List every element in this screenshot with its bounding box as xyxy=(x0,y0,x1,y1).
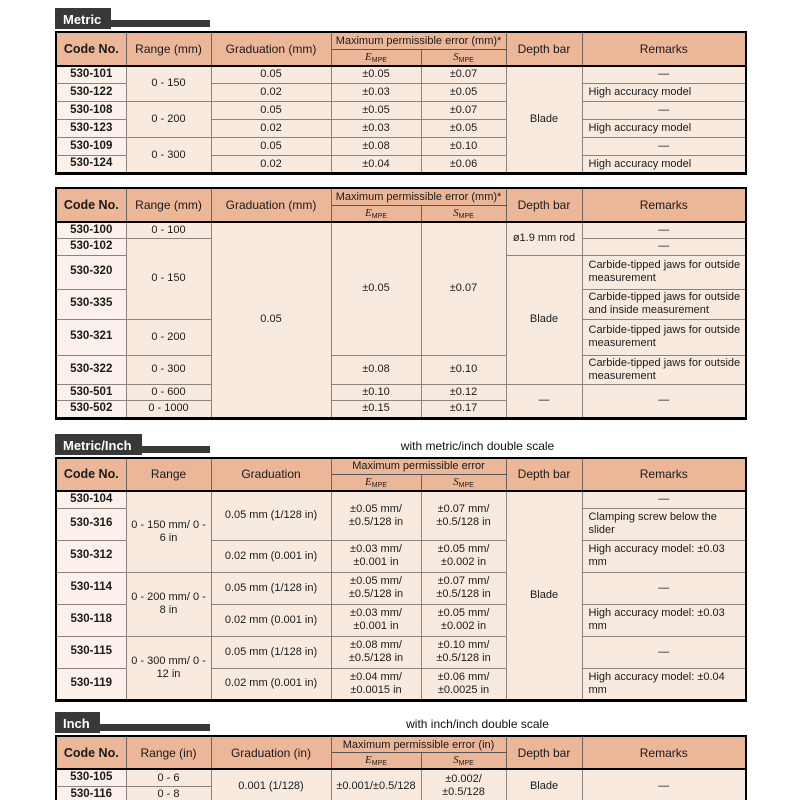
col-header-empe xyxy=(331,475,421,492)
smpe-subscript: MPE xyxy=(458,212,474,220)
cell-empe: ±0.04 mm/ ±0.0015 in xyxy=(331,668,421,700)
empe-symbol: E xyxy=(365,476,372,489)
table-row xyxy=(56,491,746,508)
tables-container xyxy=(55,8,745,800)
cell-empe: ±0.03 xyxy=(331,120,421,138)
cell-depth-bar: Blade xyxy=(506,769,582,800)
col-header-empe xyxy=(331,49,421,66)
cell-remark: — xyxy=(582,222,746,239)
cell-code: 530-104 xyxy=(56,491,126,508)
cell-remark: Carbide-tipped jaws for outside measurement xyxy=(582,255,746,289)
cell-remark: High accuracy model xyxy=(582,156,746,174)
cell-graduation: 0.05 xyxy=(211,138,331,156)
cell-remark: — xyxy=(582,384,746,418)
table-row xyxy=(56,66,746,84)
cell-code: 530-502 xyxy=(56,401,126,419)
cell-range: 0 - 300 xyxy=(126,138,211,174)
table-caption: with metric/inch double scale xyxy=(400,438,555,453)
cell-code: 530-320 xyxy=(56,255,126,289)
cell-graduation: 0.02 mm (0.001 in) xyxy=(211,540,331,572)
col-header-empe xyxy=(331,753,421,770)
smpe-symbol: S xyxy=(453,754,459,767)
cell-depth-bar: — xyxy=(506,384,582,418)
cell-range: 0 - 100 xyxy=(126,222,211,239)
empe-subscript: MPE xyxy=(371,760,387,768)
cell-empe: ±0.05 mm/ ±0.5/128 in xyxy=(331,572,421,604)
cell-smpe: ±0.10 xyxy=(421,138,506,156)
cell-code: 530-108 xyxy=(56,102,126,120)
tab-strip xyxy=(111,20,210,27)
inch-section xyxy=(55,712,745,800)
smpe-subscript: MPE xyxy=(458,56,474,64)
col-header-smpe xyxy=(421,475,506,492)
col-header-range: Range xyxy=(126,458,211,492)
cell-graduation: 0.05 xyxy=(211,66,331,84)
smpe-symbol: S xyxy=(453,476,459,489)
metric-table-header xyxy=(56,32,746,66)
tab-strip xyxy=(142,446,210,453)
empe-subscript: MPE xyxy=(371,482,387,490)
cell-empe: ±0.10 xyxy=(331,384,421,401)
cell-range: 0 - 200 mm/ 0 - 8 in xyxy=(126,572,211,636)
metric-tab: Metric xyxy=(55,8,111,29)
col-header-depth-bar: Depth bar xyxy=(506,32,582,66)
cell-smpe: ±0.07 xyxy=(421,102,506,120)
col-header-remarks: Remarks xyxy=(582,736,746,770)
cell-empe: ±0.03 mm/ ±0.001 in xyxy=(331,604,421,636)
cell-empe: ±0.08 mm/ ±0.5/128 in xyxy=(331,636,421,668)
cell-empe: ±0.03 xyxy=(331,84,421,102)
cell-smpe: ±0.17 xyxy=(421,401,506,419)
tab-strip xyxy=(100,724,210,731)
cell-empe: ±0.04 xyxy=(331,156,421,174)
cell-empe: ±0.001/±0.5/128 xyxy=(331,769,421,800)
cell-range: 0 - 300 xyxy=(126,355,211,384)
cell-graduation: 0.02 xyxy=(211,156,331,174)
cell-empe: ±0.08 xyxy=(331,138,421,156)
inch-tab-row xyxy=(55,712,745,733)
cell-code: 530-124 xyxy=(56,156,126,174)
col-header-mpe: Maximum permissible error (mm)* xyxy=(331,32,506,49)
empe-subscript: MPE xyxy=(371,56,387,64)
cell-graduation: 0.02 xyxy=(211,120,331,138)
cell-code: 530-118 xyxy=(56,604,126,636)
cell-code: 530-335 xyxy=(56,289,126,319)
cell-graduation: 0.001 (1/128) xyxy=(211,769,331,800)
col-header-depth-bar: Depth bar xyxy=(506,458,582,492)
cell-range: 0 - 200 xyxy=(126,319,211,355)
cell-range: 0 - 150 xyxy=(126,239,211,320)
cell-smpe: ±0.06 mm/ ±0.0025 in xyxy=(421,668,506,700)
cell-empe: ±0.05 xyxy=(331,66,421,84)
cell-graduation: 0.05 mm (1/128 in) xyxy=(211,636,331,668)
col-header-remarks: Remarks xyxy=(582,32,746,66)
cell-code: 530-116 xyxy=(56,786,126,800)
empe-symbol: E xyxy=(365,50,372,63)
cell-empe: ±0.05 mm/ ±0.5/128 in xyxy=(331,491,421,540)
cell-code: 530-109 xyxy=(56,138,126,156)
cell-remark: Carbide-tipped jaws for outside measurement xyxy=(582,319,746,355)
cell-depth-bar: ø1.9 mm rod xyxy=(506,222,582,256)
cell-remark: Carbide-tipped jaws for outside measurement xyxy=(582,355,746,384)
cell-remark: High accuracy model: ±0.04 mm xyxy=(582,668,746,700)
cell-remark: — xyxy=(582,572,746,604)
cell-remark: — xyxy=(582,491,746,508)
cell-code: 530-322 xyxy=(56,355,126,384)
cell-remark: — xyxy=(582,138,746,156)
cell-graduation: 0.02 mm (0.001 in) xyxy=(211,668,331,700)
metric-inch-table xyxy=(55,457,747,702)
cell-depth-bar: Blade xyxy=(506,66,582,174)
cell-remark: — xyxy=(582,66,746,84)
cell-empe: ±0.08 xyxy=(331,355,421,384)
tab-wrap xyxy=(55,434,210,455)
cell-range: 0 - 600 xyxy=(126,384,211,401)
col-header-range: Range (mm) xyxy=(126,32,211,66)
col-header-range: Range (in) xyxy=(126,736,211,770)
cell-remark: High accuracy model xyxy=(582,84,746,102)
cell-smpe: ±0.07 mm/ ±0.5/128 in xyxy=(421,572,506,604)
cell-code: 530-115 xyxy=(56,636,126,668)
table-row xyxy=(56,572,746,604)
col-header-depth-bar: Depth bar xyxy=(506,736,582,770)
cell-range: 0 - 8 xyxy=(126,786,211,800)
inch-tab: Inch xyxy=(55,712,100,733)
cell-smpe: ±0.07 xyxy=(421,222,506,356)
metric-inch-table-header xyxy=(56,458,746,492)
col-header-mpe: Maximum permissible error (in) xyxy=(331,736,506,753)
cell-depth-bar: Blade xyxy=(506,255,582,384)
metric-section xyxy=(55,8,745,175)
col-header-mpe: Maximum permissible error xyxy=(331,458,506,475)
col-header-graduation: Graduation xyxy=(211,458,331,492)
cell-graduation: 0.05 xyxy=(211,222,331,419)
cell-remark: High accuracy model xyxy=(582,120,746,138)
cell-graduation: 0.05 mm (1/128 in) xyxy=(211,491,331,540)
metric-inch-tab: Metric/Inch xyxy=(55,434,142,455)
cell-smpe: ±0.05 mm/ ±0.002 in xyxy=(421,604,506,636)
cell-smpe: ±0.12 xyxy=(421,384,506,401)
table-caption: with inch/inch double scale xyxy=(406,716,549,731)
col-header-smpe xyxy=(421,49,506,66)
cell-smpe: ±0.10 mm/ ±0.5/128 in xyxy=(421,636,506,668)
inch-table-header xyxy=(56,736,746,770)
tab-wrap xyxy=(55,8,210,29)
cell-range: 0 - 200 xyxy=(126,102,211,138)
cell-smpe: ±0.10 xyxy=(421,355,506,384)
metric-section-2 xyxy=(55,187,745,420)
cell-remark: — xyxy=(582,636,746,668)
cell-smpe: ±0.05 xyxy=(421,120,506,138)
cell-remark: — xyxy=(582,769,746,800)
cell-remark: Carbide-tipped jaws for outside and inside measurement xyxy=(582,289,746,319)
col-header-graduation: Graduation (mm) xyxy=(211,32,331,66)
table-row xyxy=(56,222,746,239)
cell-empe: ±0.05 xyxy=(331,102,421,120)
cell-smpe: ±0.05 xyxy=(421,84,506,102)
cell-smpe: ±0.07 mm/ ±0.5/128 in xyxy=(421,491,506,540)
metric-tab-row xyxy=(55,8,745,29)
cell-smpe: ±0.05 mm/ ±0.002 in xyxy=(421,540,506,572)
col-header-code: Code No. xyxy=(56,32,126,66)
cell-smpe: ±0.002/±0.5/128 xyxy=(421,769,506,800)
cell-code: 530-312 xyxy=(56,540,126,572)
cell-range: 0 - 300 mm/ 0 - 12 in xyxy=(126,636,211,700)
cell-graduation: 0.02 xyxy=(211,84,331,102)
smpe-subscript: MPE xyxy=(458,482,474,490)
empe-symbol: E xyxy=(365,206,372,219)
cell-graduation: 0.05 mm (1/128 in) xyxy=(211,572,331,604)
cell-code: 530-100 xyxy=(56,222,126,239)
table-row xyxy=(56,355,746,384)
smpe-symbol: S xyxy=(453,206,459,219)
cell-remark: High accuracy model: ±0.03 mm xyxy=(582,540,746,572)
cell-range: 0 - 6 xyxy=(126,769,211,786)
cell-code: 530-114 xyxy=(56,572,126,604)
cell-code: 530-123 xyxy=(56,120,126,138)
col-header-graduation: Graduation (in) xyxy=(211,736,331,770)
smpe-subscript: MPE xyxy=(458,760,474,768)
table-row xyxy=(56,102,746,120)
col-header-remarks: Remarks xyxy=(582,458,746,492)
table-row xyxy=(56,769,746,786)
col-header-remarks: Remarks xyxy=(582,188,746,222)
col-header-depth-bar: Depth bar xyxy=(506,188,582,222)
inch-table xyxy=(55,735,747,800)
cell-remark: — xyxy=(582,102,746,120)
cell-range: 0 - 150 mm/ 0 - 6 in xyxy=(126,491,211,572)
cell-code: 530-119 xyxy=(56,668,126,700)
cell-graduation: 0.05 xyxy=(211,102,331,120)
cell-code: 530-501 xyxy=(56,384,126,401)
cell-range: 0 - 150 xyxy=(126,66,211,102)
cell-depth-bar: Blade xyxy=(506,491,582,700)
tab-wrap xyxy=(55,712,210,733)
col-header-code: Code No. xyxy=(56,188,126,222)
cell-empe: ±0.15 xyxy=(331,401,421,419)
cell-code: 530-122 xyxy=(56,84,126,102)
table-row xyxy=(56,138,746,156)
metric-table xyxy=(55,31,747,175)
cell-remark: — xyxy=(582,239,746,256)
cell-smpe: ±0.07 xyxy=(421,66,506,84)
cell-code: 530-102 xyxy=(56,239,126,256)
cell-range: 0 - 1000 xyxy=(126,401,211,419)
col-header-range: Range (mm) xyxy=(126,188,211,222)
cell-code: 530-105 xyxy=(56,769,126,786)
table-row xyxy=(56,636,746,668)
cell-empe: ±0.05 xyxy=(331,222,421,356)
col-header-smpe xyxy=(421,205,506,222)
metric-table-2-header xyxy=(56,188,746,222)
cell-empe: ±0.03 mm/ ±0.001 in xyxy=(331,540,421,572)
col-header-mpe: Maximum permissible error (mm)* xyxy=(331,188,506,205)
cell-code: 530-101 xyxy=(56,66,126,84)
metric-inch-tab-row xyxy=(55,434,745,455)
metric-table-2 xyxy=(55,187,747,420)
cell-smpe: ±0.06 xyxy=(421,156,506,174)
cell-graduation: 0.02 mm (0.001 in) xyxy=(211,604,331,636)
cell-code: 530-316 xyxy=(56,508,126,540)
col-header-graduation: Graduation (mm) xyxy=(211,188,331,222)
empe-symbol: E xyxy=(365,754,372,767)
col-header-code: Code No. xyxy=(56,458,126,492)
cell-code: 530-321 xyxy=(56,319,126,355)
metric-inch-section xyxy=(55,434,745,702)
empe-subscript: MPE xyxy=(371,212,387,220)
col-header-code: Code No. xyxy=(56,736,126,770)
smpe-symbol: S xyxy=(453,50,459,63)
cell-remark: Clamping screw below the slider xyxy=(582,508,746,540)
table-row xyxy=(56,384,746,401)
col-header-smpe xyxy=(421,753,506,770)
cell-remark: High accuracy model: ±0.03 mm xyxy=(582,604,746,636)
col-header-empe xyxy=(331,205,421,222)
